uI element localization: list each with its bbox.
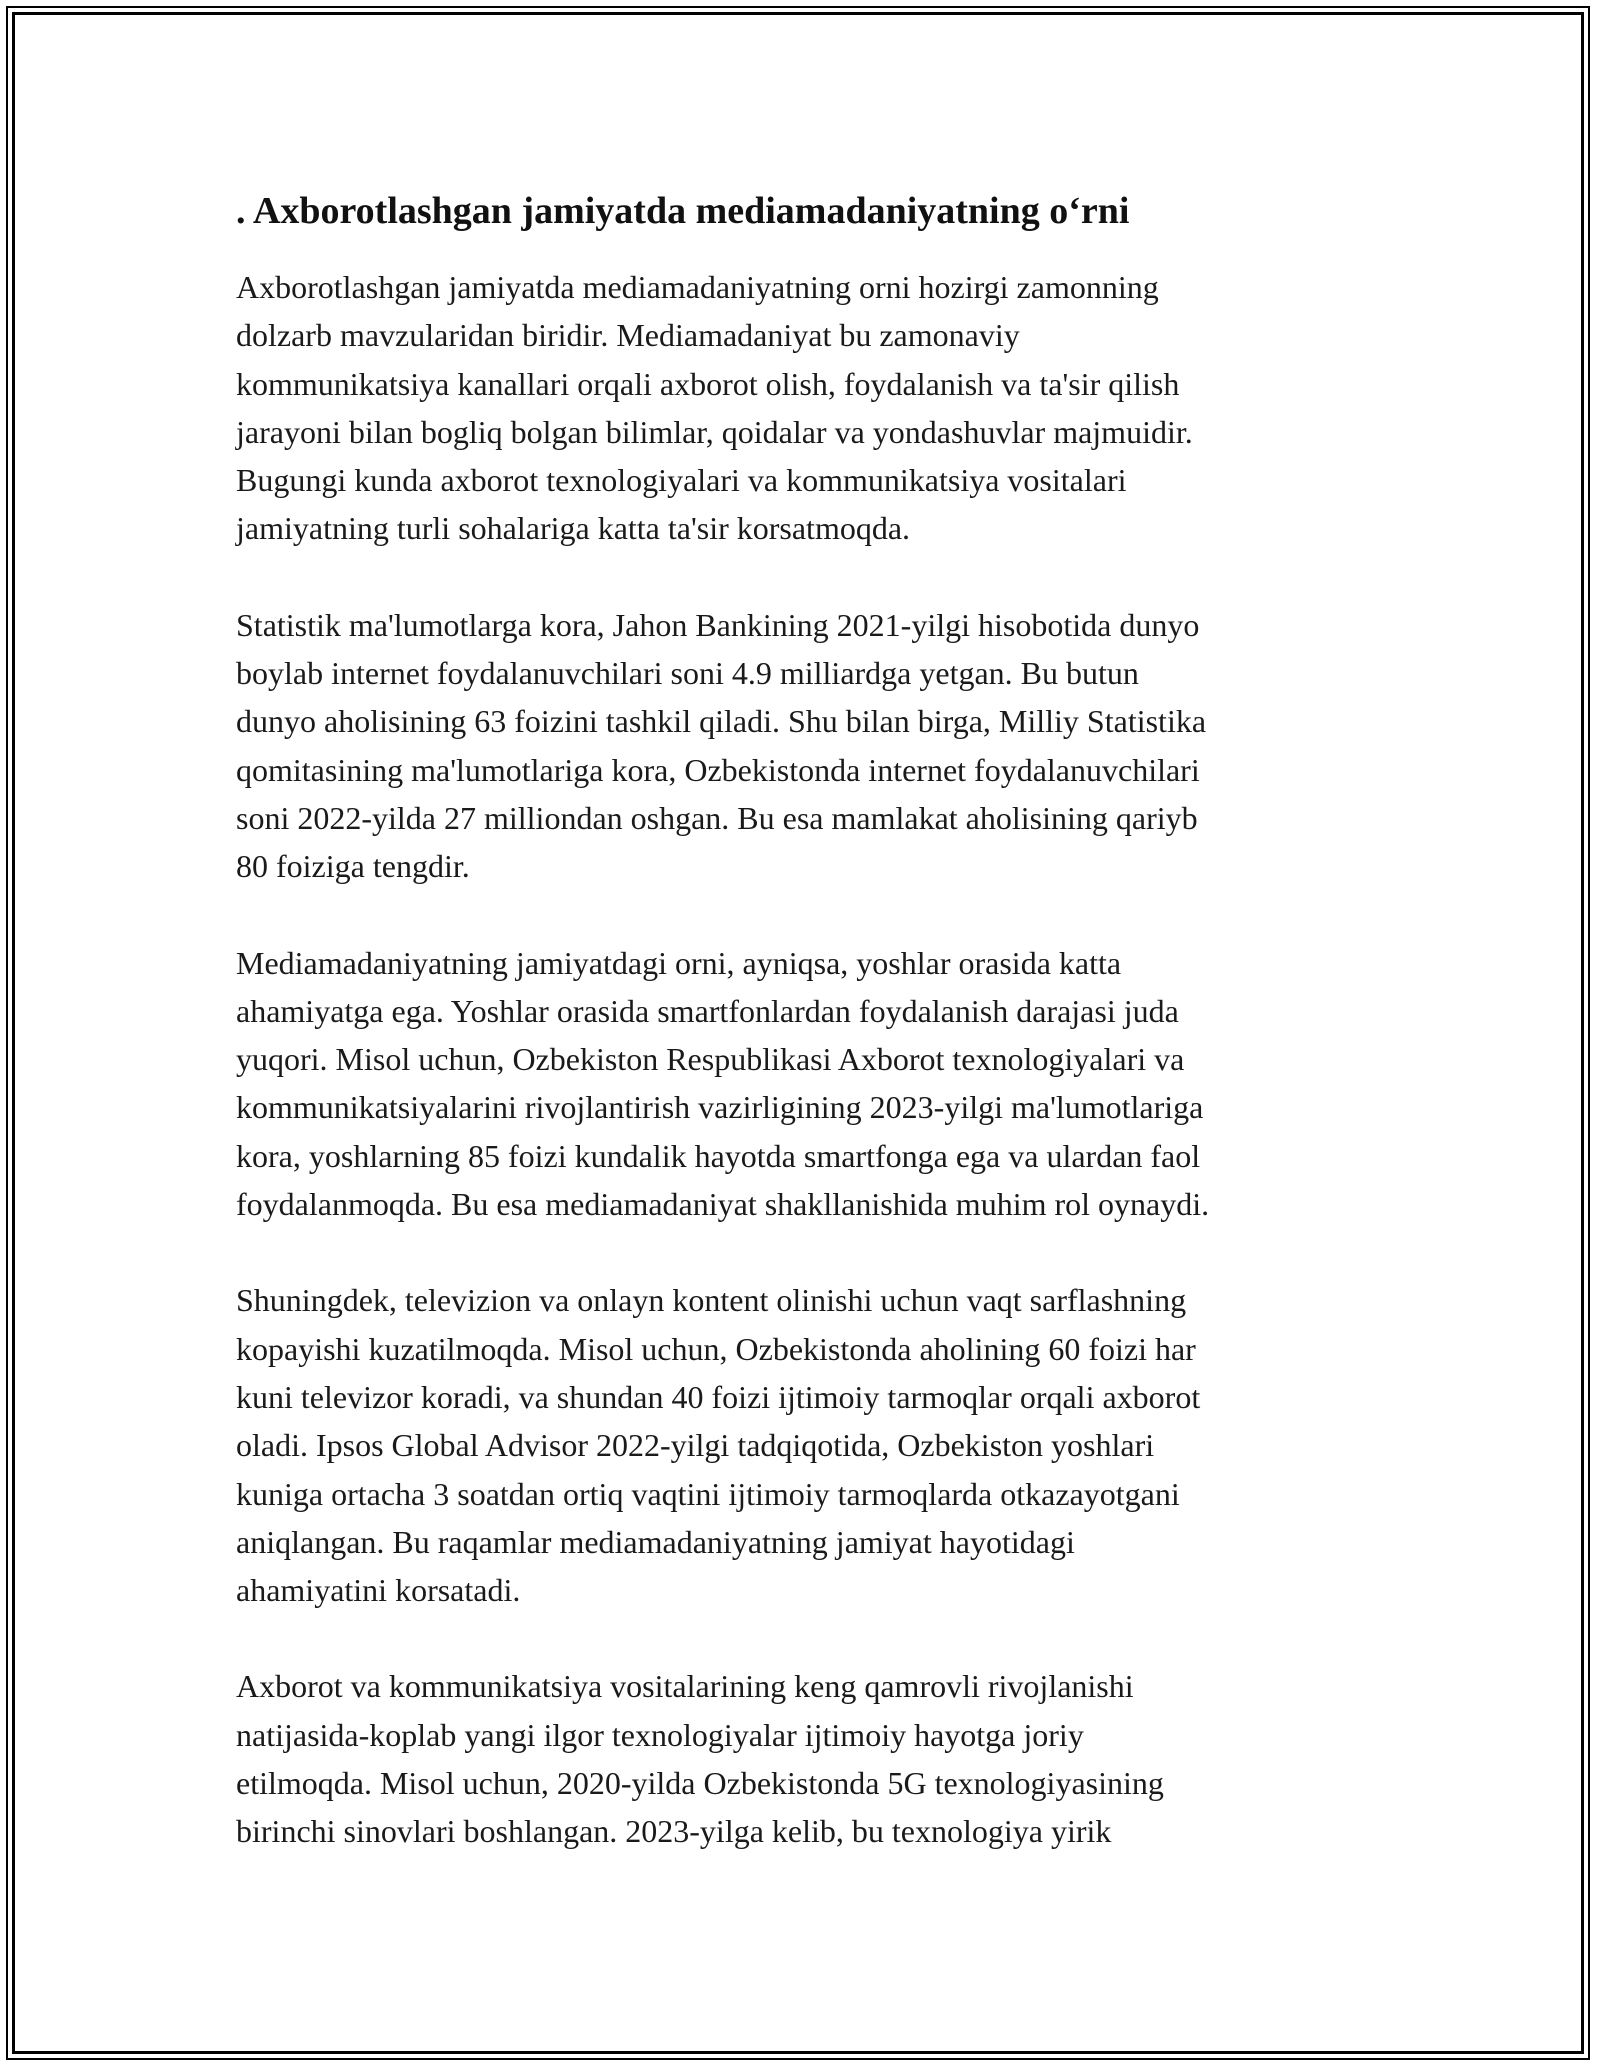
- document-heading: . Axborotlashgan jamiyatda mediamadaniyatning o‘rni: [236, 190, 1130, 232]
- paragraph-line: qomitasining ma'lumotlariga kora, Ozbekistonda internet foydalanuvchilari: [236, 751, 1200, 788]
- paragraph-line: Shuningdek, televizion va onlayn kontent olinishi uchun vaqt sarflashning: [236, 1282, 1187, 1319]
- paragraph-line: foydalanmoqda. Bu esa mediamadaniyat shakllanishida muhim rol oynaydi.: [236, 1186, 1210, 1223]
- paragraph-line: Bugungi kunda axborot texnologiyalari va kommunikatsiya vositalari: [236, 462, 1127, 499]
- paragraph-line: Mediamadaniyatning jamiyatdagi orni, ayniqsa, yoshlar orasida katta: [236, 944, 1122, 981]
- paragraph-5: [236, 1662, 1366, 1855]
- paragraph-line: Axborotlashgan jamiyatda mediamadaniyatning orni hozirgi zamonning: [236, 269, 1159, 305]
- paragraph-1: [236, 263, 1366, 553]
- paragraph-line: kommunikatsiyalarini rivojlantirish vazirligining 2023-yilgi ma'lumotlariga: [236, 1089, 1204, 1126]
- paragraph-line: oladi. Ipsos Global Advisor 2022-yilgi tadqiqotida, Ozbekiston yoshlari: [236, 1427, 1155, 1464]
- paragraph-line: ahamiyatga ega. Yoshlar orasida smartfonlardan foydalanish darajasi juda: [236, 992, 1179, 1029]
- paragraph-line: etilmoqda. Misol uchun, 2020-yilda Ozbekistonda 5G texnologiyasining: [236, 1765, 1164, 1802]
- paragraph-line: ahamiyatini korsatadi.: [236, 1572, 521, 1609]
- paragraph-line: birinchi sinovlari boshlangan. 2023-yilga kelib, bu texnologiya yirik: [236, 1813, 1112, 1850]
- paragraph-4: [236, 1276, 1366, 1614]
- paragraph-line: kopayishi kuzatilmoqda. Misol uchun, Ozbekistonda aholining 60 foizi har: [236, 1330, 1196, 1367]
- paragraph-line: dunyo aholisining 63 foizini tashkil qiladi. Shu bilan birga, Milliy Statistika: [236, 703, 1207, 740]
- paragraph-line: Axborot va kommunikatsiya vositalarining keng qamrovli rivojlanishi: [236, 1668, 1134, 1705]
- paragraph-line: aniqlangan. Bu raqamlar mediamadaniyatning jamiyat hayotidagi: [236, 1523, 1075, 1560]
- paragraph-line: kuniga ortacha 3 soatdan ortiq vaqtini ijtimoiy tarmoqlarda otkazayotgani: [236, 1475, 1180, 1512]
- paragraph-3: [236, 939, 1366, 1229]
- paragraph-line: soni 2022-yilda 27 milliondan oshgan. Bu esa mamlakat aholisining qariyb: [236, 799, 1198, 836]
- paragraph-line: yuqori. Misol uchun, Ozbekiston Respublikasi Axborot texnologiyalari va: [236, 1041, 1185, 1078]
- paragraph-2: [236, 601, 1366, 891]
- paragraph-line: jarayoni bilan bogliq bolgan bilimlar, qoidalar va yondashuvlar majmuidir.: [236, 413, 1193, 450]
- paragraph-line: 80 foiziga tengdir.: [236, 848, 470, 885]
- paragraph-line: natijasida-koplab yangi ilgor texnologiyalar ijtimoiy hayotga joriy: [236, 1716, 1084, 1753]
- paragraph-line: boylab internet foydalanuvchilari soni 4.9 milliardga yetgan. Bu butun: [236, 655, 1139, 692]
- paragraph-line: kora, yoshlarning 85 foizi kundalik hayotda smartfonga ega va ulardan faol: [236, 1137, 1201, 1174]
- paragraph-line: Statistik ma'lumotlarga kora, Jahon Bankining 2021-yilgi hisobotida dunyo: [236, 606, 1200, 643]
- paragraph-line: kuni televizor koradi, va shundan 40 foizi ijtimoiy tarmoqlar orqali axborot: [236, 1378, 1201, 1415]
- paragraph-line: dolzarb mavzularidan biridir. Mediamadaniyat bu zamonaviy: [236, 317, 1020, 354]
- paragraph-line: kommunikatsiya kanallari orqali axborot olish, foydalanish va ta'sir qilish: [236, 365, 1180, 402]
- paragraph-line: jamiyatning turli sohalariga katta ta'sir korsatmoqda.: [236, 510, 911, 547]
- document-body: [236, 185, 1366, 1904]
